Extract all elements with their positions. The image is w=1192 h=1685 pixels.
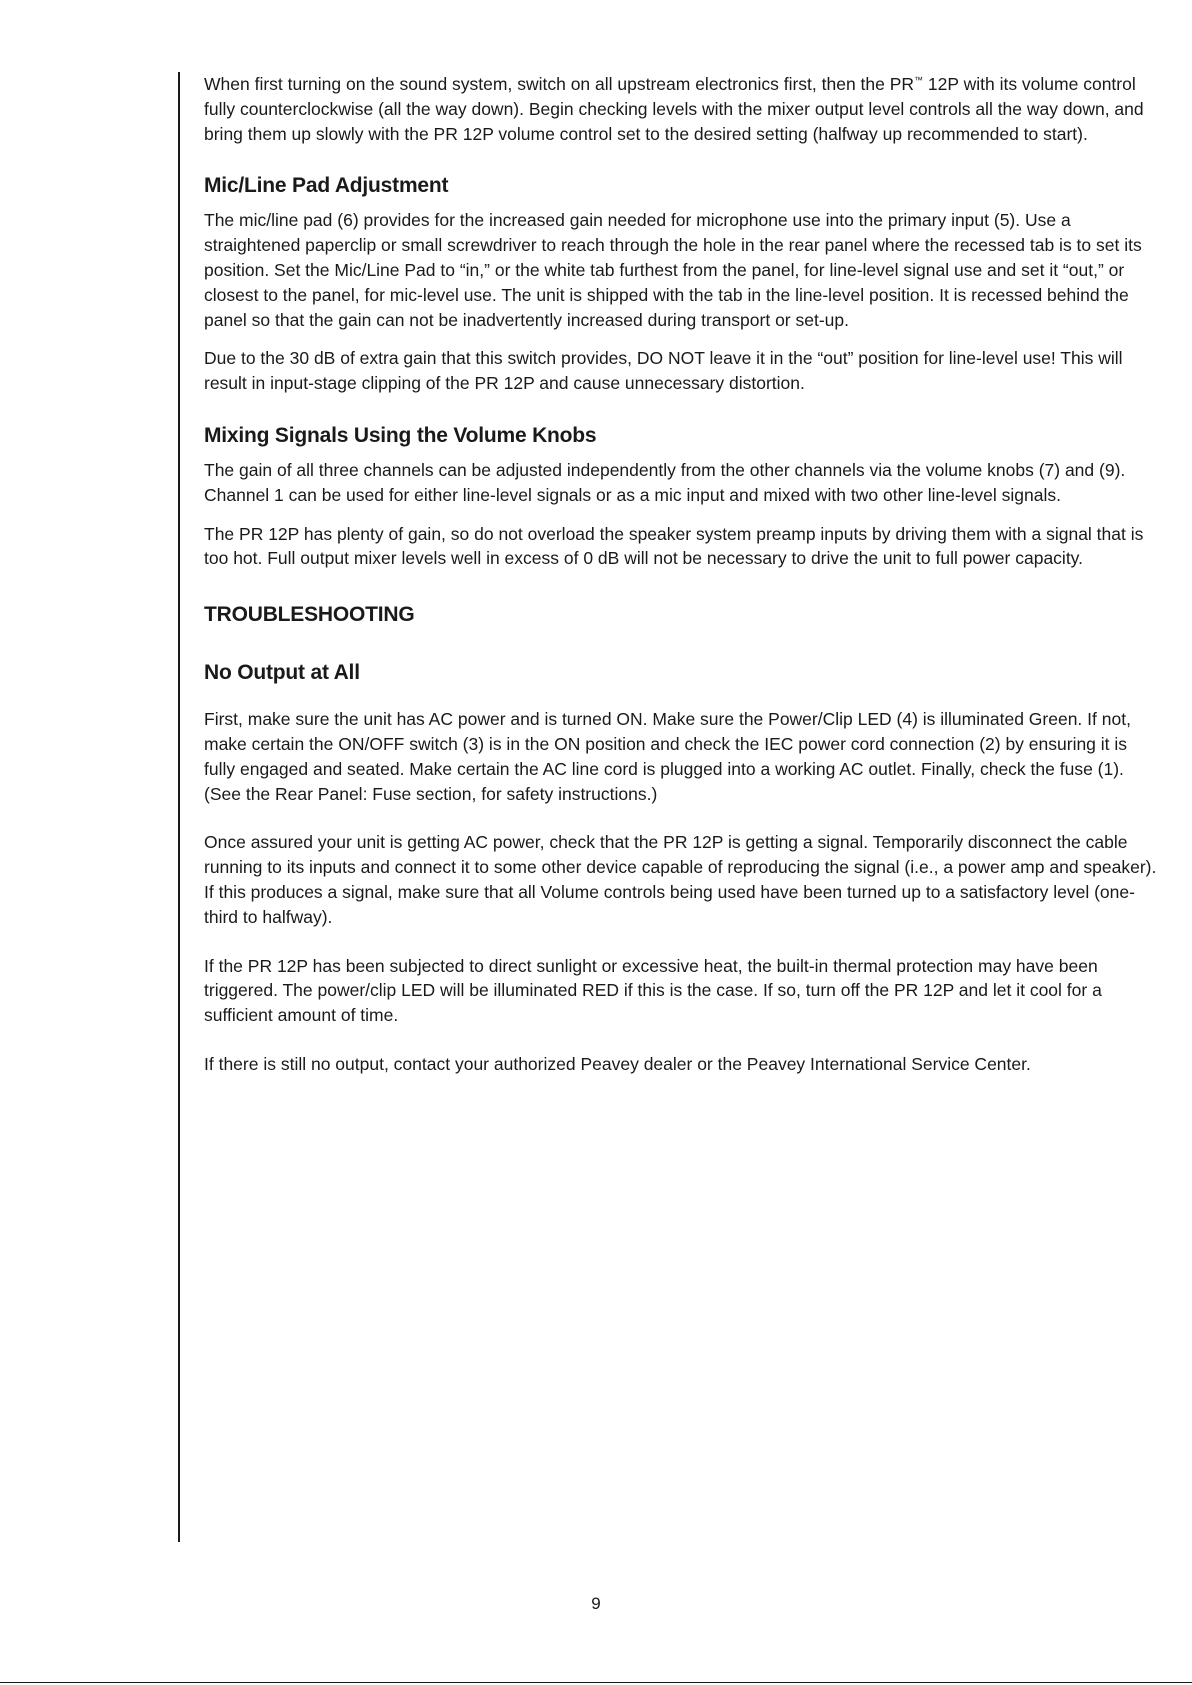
mic-line-paragraph-1: The mic/line pad (6) provides for the increased gain needed for microphone use into the primary input (5). Use a straightened paperclip or small screwdriver to reach through the hole in the rear panel where the recessed tab is to set its position. Set the Mic/Line Pad to “in,” or the white tab furthest from the panel, for line-level signal use and set it “out,” or closest to the panel, for mic-level use. The unit is shipped with the tab in the line-level position. It is recessed behind the panel so that the gain can not be inadvertently increased during transport or set-up. [204, 210, 1142, 330]
page-content [204, 72, 1159, 1101]
troubleshooting-paragraph-1: First, make sure the unit has AC power and is turned ON. Make sure the Power/Clip LED (4) is illuminated Green. If not, make certain the ON/OFF switch (3) is in the ON position and check the IEC power cord connection (2) by ensuring it is fully engaged and seated. Make certain the AC line cord is plugged into a working AC outlet. Finally, check the fuse (1). (See the Rear Panel: Fuse section, for safety instructions.) [204, 709, 1131, 804]
troubleshooting-paragraph-2: Once assured your unit is getting AC power, check that the PR 12P is getting a signal. Temporarily disconnect the cable running to its inputs and connect it to some other device capable of reproducing the signal (i.e., a power amp and speaker). If this produces a signal, make sure that all Volume controls being used have been turned up to a satisfactory level (one-third to halfway). [204, 832, 1157, 927]
no-output-heading: No Output at All [204, 661, 360, 685]
troubleshooting-paragraph-4: If there is still no output, contact your authorized Peavey dealer or the Peavey International Service Center. [204, 1053, 1031, 1074]
mic-line-paragraph-2: Due to the 30 dB of extra gain that this switch provides, DO NOT leave it in the “out” position for line-level use! This will result in input-stage clipping of the PR 12P and cause unnecessary distortion. [204, 348, 1123, 394]
mixing-paragraph-1: The gain of all three channels can be adjusted independently from the other channels via the volume knobs (7) and (9). Channel 1 can be used for either line-level signals or as a mic input and mixed with two other line-level signals. [204, 459, 1126, 505]
mixing-heading: Mixing Signals Using the Volume Knobs [204, 423, 597, 447]
page-number: 9 [591, 1594, 601, 1613]
mic-line-heading: Mic/Line Pad Adjustment [204, 174, 449, 198]
intro-paragraph: When first turning on the sound system, switch on all upstream electronics first, then the PR™ 12P with its volume control fully counterclockwise (all the way down). Begin checking levels with the mixer output level controls all the way down, and bring them up slowly with the PR 12P volume control set to the desired setting (halfway up recommended to start). [204, 74, 1144, 144]
troubleshooting-paragraph-3: If the PR 12P has been subjected to direct sunlight or excessive heat, the built-in thermal protection may have been triggered. The power/clip LED will be illuminated RED if this is the case. If so, turn off the PR 12P and let it cool for a sufficient amount of time. [204, 955, 1102, 1026]
troubleshooting-heading: TROUBLESHOOTING [204, 603, 415, 627]
bottom-rule [0, 1682, 1192, 1683]
mixing-paragraph-2: The PR 12P has plenty of gain, so do not overload the speaker system preamp inputs by driving them with a signal that is too hot. Full output mixer levels well in excess of 0 dB will not be necessary to drive the unit to full power capacity. [204, 523, 1144, 569]
left-margin-rule [178, 72, 180, 1542]
trademark-symbol: ™ [914, 75, 924, 86]
